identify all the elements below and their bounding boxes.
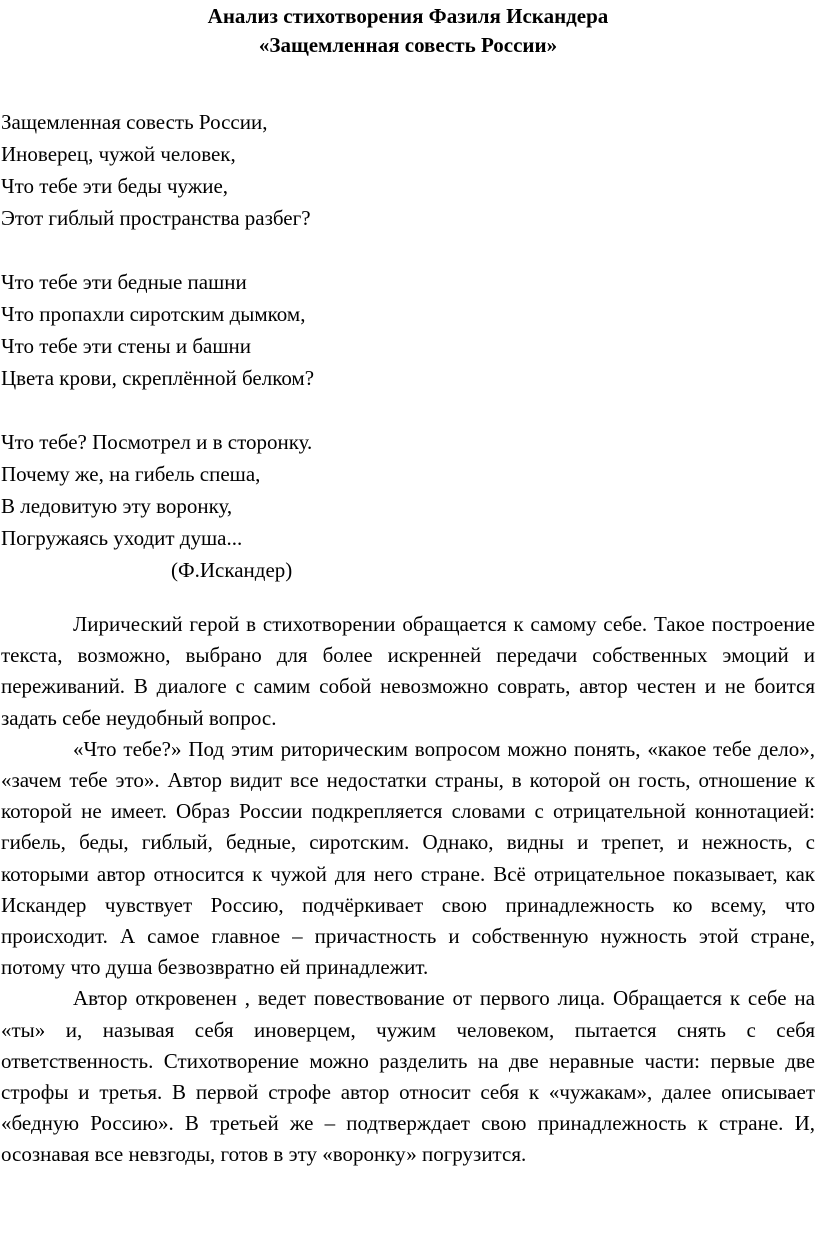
poem-line: Что тебе? Посмотрел и в сторонку. [1, 430, 313, 454]
poem-signature: (Ф.Искандер) [171, 558, 293, 582]
poem-line: Иноверец, чужой человек, [1, 142, 236, 166]
analysis-text [1, 609, 815, 1171]
document-title: Анализ стихотворения Фазиля Искандера [207, 4, 609, 28]
poem-line: Что тебе эти стены и башни [1, 334, 252, 358]
poem-stanza-2 [1, 266, 314, 394]
poem-line: Что тебе эти бедные пашни [1, 270, 247, 294]
poem [1, 106, 314, 586]
poem-line: В ледовитую эту воронку, [1, 494, 233, 518]
poem-title: «Защемленная совесть России» [258, 33, 558, 57]
analysis-paragraph-2: «Что тебе?» Под этим риторическим вопросом можно понять, «какое тебе дело», «зачем тебе это». Автор видит все недостатки страны, в которой он гость, отношение к которой не имеет. Образ России подкрепляется словами с отрицательной коннотацией: гибель, беды, гиблый, бедные, сиротским. Однако, видны и трепет, и нежность, с которыми автор относится к чужой для него стране. Всё отрицательное показывает, как Искандер чувствует Россию, подчёркивает свою принадлежность ко всему, что происходит. А самое главное – причастность и собственную нужность этой стране, потому что душа безвозвратно ей принадлежит. [1, 736, 815, 980]
analysis-paragraph-1: Лирический герой в стихотворении обращается к самому себе. Такое построение текста, возможно, выбрано для более искренней передачи собственных эмоций и переживаний. В диалоге с самим собой невозможно соврать, автор честен и не боится задать себе неудобный вопрос. [1, 612, 815, 730]
poem-line: Почему же, на гибель спеша, [1, 462, 261, 486]
poem-line: Цвета крови, скреплённой белком? [1, 366, 315, 390]
poem-line: Защемленная совесть России, [1, 110, 268, 134]
poem-stanza-1 [1, 106, 314, 234]
poem-line: Что тебе эти беды чужие, [1, 174, 229, 198]
poem-line: Что пропахли сиротским дымком, [1, 302, 306, 326]
poem-line: Погружаясь уходит душа... [1, 526, 243, 550]
poem-line: Этот гиблый пространства разбег? [1, 206, 311, 230]
poem-stanza-3 [1, 426, 314, 586]
analysis-paragraph-3: Автор откровенен , ведет повествование от первого лица. Обращается к себе на «ты» и, называя себя иноверцем, чужим человеком, пытается снять с себя ответственность. Стихотворение можно разделить на две неравные части: первые две строфы и третья. В первой строфе автор относит себя к «чужакам», далее описывает «бедную Россию». В третьей же – подтверждает свою принадлежность к стране. И, осознавая все невзгоды, готов в эту «воронку» погрузится. [1, 986, 815, 1167]
